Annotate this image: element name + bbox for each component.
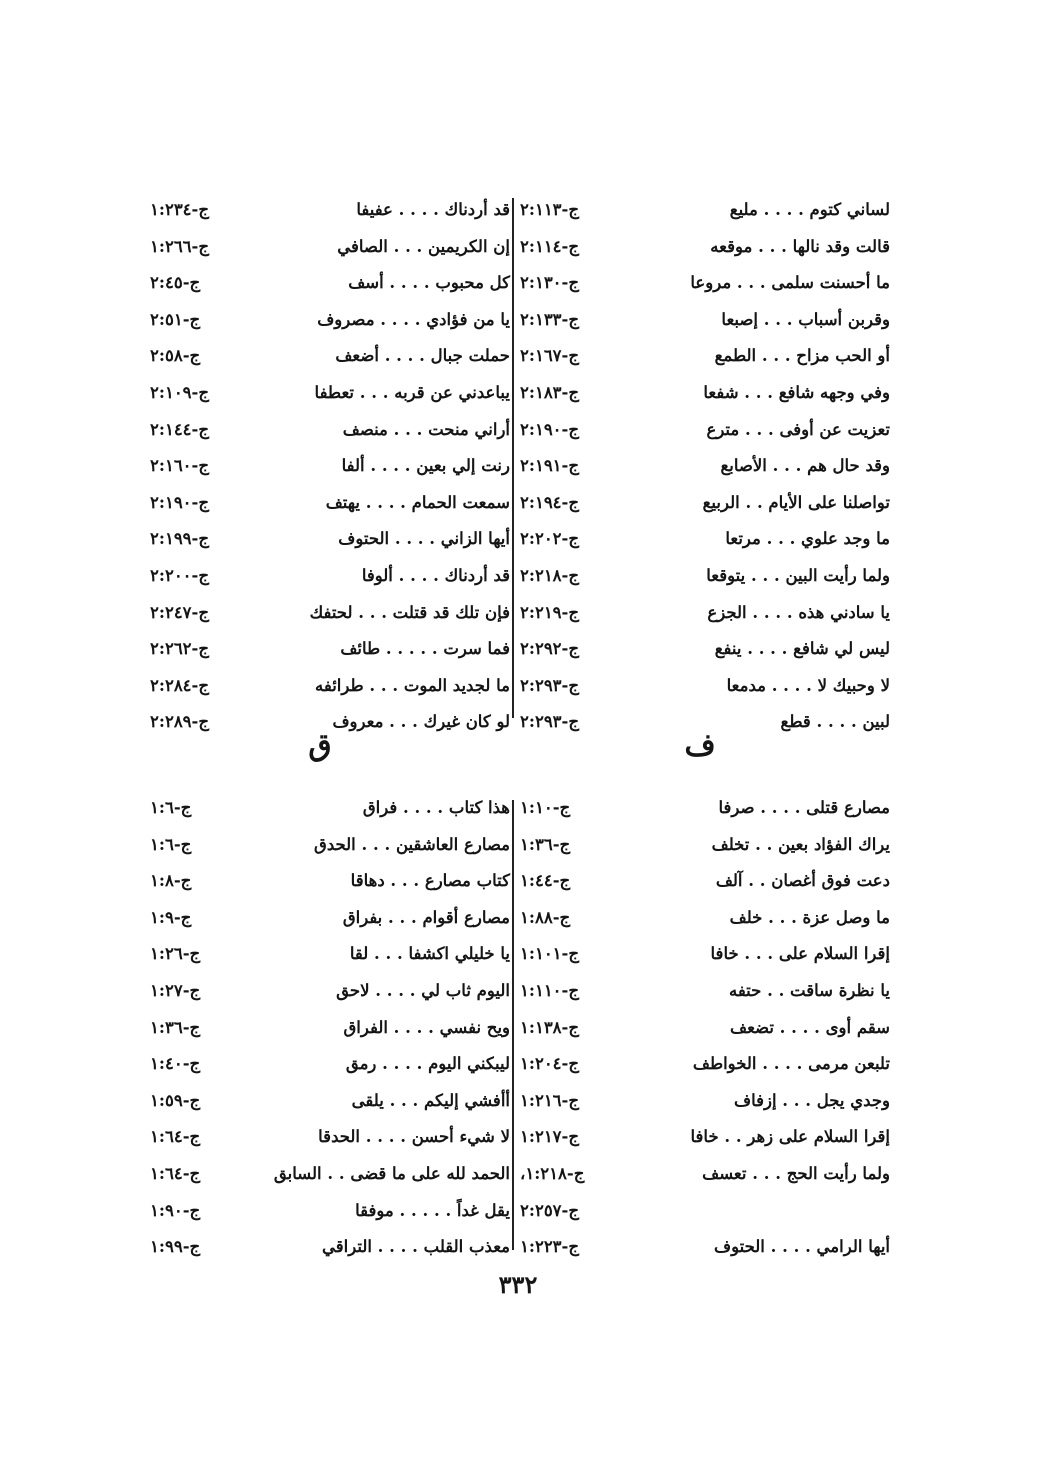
verse-text: أراني منحت . . . منصف [342,419,510,439]
volume-page-ref: ج-١:١٠ [520,798,571,817]
verse-text: مصارع قتلى . . . . صرفا [718,798,890,817]
section-letter-heading: ف [684,728,716,763]
index-entry [520,375,890,412]
verse-text: ولما رأيت البين . . . يتوقعا [706,565,890,585]
index-entry [150,1046,510,1083]
index-entry [520,936,890,973]
verse-text: دعت فوق أغصان . . آلف [715,871,890,891]
verse-text: وجدي يجل . . . إزفاف [733,1090,890,1110]
volume-page-ref: ج-٢:٢٩٣ [520,712,580,732]
verse-text: أأفشي إليكم . . . يلقى [351,1090,510,1110]
verse-text: سمعت الحمام . . . . يهتف [325,492,510,512]
index-entry [520,412,890,449]
index-entry [520,863,890,900]
volume-page-ref: ج-١:٦٤ [150,1127,201,1147]
index-entry [150,448,510,485]
verse-text: ما لجديد الموت . . . طرائفه [315,675,510,695]
volume-page-ref: ج-١:٣٦ [520,834,571,854]
index-entry [520,265,890,302]
volume-page-ref: ج-١:٨ [150,871,192,891]
verse-text: إقرا السلام على . . . خافا [710,944,890,964]
volume-page-ref: ج-٢:١٩٩ [150,529,210,549]
verse-text: ما وجد علوي . . . مرتعا [725,529,890,549]
volume-page-ref: ج-٢:٥١ [150,309,201,329]
verse-text: يا سادني هذه . . . . الجزع [707,602,890,622]
verse-text: ما أحسنت سلمى . . . مروعا [690,273,890,293]
verse-text: ويح نفسي . . . . الفراق [343,1017,510,1037]
verse-text: حملت جبال . . . . أضعف [335,346,510,366]
volume-page-ref: ج-٢:١٩٤ [520,492,580,512]
page-number: ٣٣٢ [498,1270,538,1299]
verse-text: يباعدني عن قربه . . . تعطفا [314,382,510,402]
verse-text: قد أردناك . . . . عفيفا [356,200,510,219]
volume-page-ref: ج-٢:٢٠٠ [150,565,210,585]
index-entry [150,790,510,827]
volume-page-ref: ج-١:٢٠٤ [520,1054,580,1074]
verse-text: لا شيء أحسن . . . . الحدقا [318,1127,510,1147]
volume-page-ref: ج-٢:٢٤٧ [150,602,210,622]
index-entry [150,631,510,668]
volume-page-ref: ج-٢:٢٠٢ [520,529,580,549]
verse-text: الحمد لله على ما قضى . . السابق [273,1163,510,1183]
verse-text: هذا كتاب . . . . فراق [362,798,510,817]
left-column-bottom-list [150,790,510,1266]
index-entry [520,668,890,705]
verse-text: لا وحبيك لا . . . . مدمعا [726,675,890,695]
volume-page-ref: ج-١:٥٩ [150,1090,201,1110]
index-entry [520,1119,890,1156]
index-entry [150,827,510,864]
verse-text: قد أردناك . . . . ألوفا [361,565,510,585]
verse-text: معذب القلب . . . . التراقي [322,1237,510,1257]
volume-page-ref: ج-١:٦ [150,798,192,817]
index-entry [150,1010,510,1047]
volume-page-ref: ج-٢:١٦٧ [520,346,580,366]
verse-text: يا خليلي اكشفا . . . لقا [349,944,510,964]
volume-page-ref: ج-٢:١١٣ [520,200,580,219]
volume-page-ref: ج-٢:١٩٠ [150,492,210,512]
left-column-top-list [150,192,510,741]
index-entry [520,1046,890,1083]
volume-page-ref: ج-٢:٢٨٤ [150,675,210,695]
volume-page-ref: ج-١:٦٤ [150,1163,201,1183]
volume-page-ref: ج-١:٢٣٤ [150,200,210,219]
verse-text: يا نظرة ساقت . . حتفه [728,980,890,1000]
verse-text: وقربن أسباب . . . إصبعا [721,309,890,329]
verse-text: قالت وقد نالها . . . موقعه [710,236,890,256]
index-entry [150,229,510,266]
verse-text: ليس لي شافع . . . . ينفع [714,639,890,659]
index-entry [520,900,890,937]
volume-page-ref: ج-٢:٢٨٩ [150,712,210,732]
right-column-top-list [520,192,890,741]
verse-text: وفي وجهه شافع . . . شفعا [703,382,890,402]
volume-page-ref: ج-٢:١٩١ [520,456,580,476]
verse-text: وقد حال هم . . . الأصابع [720,456,890,476]
index-entry [150,412,510,449]
volume-page-ref: ج-٢:١٦٠ [150,456,210,476]
verse-text: فما سرت . . . . . طائف [340,639,510,659]
index-entry [150,375,510,412]
verse-text: مصارع أقوام . . . بفراق [342,907,510,927]
verse-text: سقم أوى . . . . تضعف [729,1017,890,1037]
index-entry [150,485,510,522]
index-entry [150,1229,510,1266]
index-entry [520,521,890,558]
volume-page-ref: ج-٢:١٨٣ [520,382,580,402]
volume-page-ref: ج-١:٩٠ [150,1200,201,1220]
verse-text: ما وصل عزة . . . خلف [729,907,890,927]
volume-page-ref: ج-٢:١٣٠ [520,273,580,293]
volume-page-ref: ج-٢:٢٦٢ [150,639,210,659]
volume-page-ref: ج-١:٢٦٦ [150,236,210,256]
index-entry [520,827,890,864]
index-entry [150,1156,510,1193]
right-column-bottom-list [520,790,890,1266]
index-entry [520,558,890,595]
verse-text: ليبكني اليوم . . . . رمق [345,1054,510,1074]
index-entry [150,192,510,229]
volume-page-ref: ج-١:١٠١ [520,944,580,964]
index-entry [520,1156,890,1193]
volume-page-ref: ج-١:٢١٧ [520,1127,580,1147]
verse-text: لبين . . . . قطع [780,712,890,732]
volume-page-ref: ج-١:١١٠ [520,980,580,1000]
index-entry [520,338,890,375]
verse-text: أو الحب مزاح . . . الطمع [714,346,890,366]
verse-text: كتاب مصارع . . . دهاقا [350,871,510,891]
volume-page-ref: ج-١:٢١٨، [520,1163,585,1183]
index-entry [150,973,510,1010]
verse-text: تواصلنا على الأيام . . الربيع [702,492,890,512]
index-entry [150,265,510,302]
index-entry [150,900,510,937]
verse-text: كل محبوب . . . . أسف [348,273,510,293]
volume-page-ref: ج-١:٨٨ [520,907,571,927]
volume-page-ref: ج-١:٦ [150,834,192,854]
index-entry [150,338,510,375]
index-entry [520,790,890,827]
volume-page-ref: ج-١:٢٧ [150,980,201,1000]
volume-page-ref: ج-٢:١١٤ [520,236,580,256]
verse-text: يا من فؤادي . . . . مصروف [317,309,510,329]
volume-page-ref: ج-١:١٣٨ [520,1017,580,1037]
index-entry [150,558,510,595]
index-entry [150,302,510,339]
volume-page-ref: ج-٢:٢٩٢ [520,639,580,659]
index-entry [150,863,510,900]
verse-text: إن الكريمين . . . الصافي [337,236,510,256]
index-entry [150,521,510,558]
index-entry [520,302,890,339]
index-entry [150,1083,510,1120]
index-entry [150,668,510,705]
verse-text: فإن تلك قد قتلت . . . لحتفك [309,602,510,622]
volume-page-ref: ج-٢:١٩٠ [520,419,580,439]
volume-page-ref: ج-١:٤٤ [520,871,571,891]
volume-page-ref: ج-٢:٢١٩ [520,602,580,622]
index-entry [520,1083,890,1120]
volume-page-ref: ج-١:٣٦ [150,1017,201,1037]
index-entry [520,631,890,668]
verse-text: أيها الزاني . . . . الحتوف [338,529,510,549]
volume-page-ref: ج-٢:٥٨ [150,346,201,366]
column-divider [512,800,514,1250]
index-entry [520,192,890,229]
volume-page-ref: ج-٢:٢١٨ [520,565,580,585]
index-entry [150,1193,510,1230]
volume-page-ref: ج-٢:١٠٩ [150,382,210,402]
volume-page-ref: ج-١:٩٩ [150,1237,201,1257]
index-entry [150,1119,510,1156]
index-entry [520,1229,890,1266]
volume-page-ref: ج-١:٤٠ [150,1054,201,1074]
index-entry [150,595,510,632]
verse-text: ولما رأيت الحج . . . تعسف [702,1163,890,1183]
verse-text: تلبعن مرمى . . . . الخواطف [692,1054,890,1074]
index-entry [520,595,890,632]
index-entry [520,229,890,266]
verse-text: رنت إلي بعين . . . . ألفا [341,456,510,476]
verse-text: يراك الفؤاد بعين . . تخلف [711,834,890,854]
section-letter-heading: ق [308,728,332,763]
index-entry [520,485,890,522]
index-entry [520,1193,890,1230]
index-entry [520,448,890,485]
verse-text: لو كان غيرك . . . معروف [332,712,510,732]
index-entry [150,936,510,973]
verse-text: أيها الرامي . . . . الحتوف [713,1237,890,1257]
index-entry [520,973,890,1010]
volume-page-ref: ج-١:٢٢٣ [520,1237,580,1257]
volume-page-ref: ج-٢:٢٥٧ [520,1200,580,1220]
volume-page-ref: ج-١:٩ [150,907,192,927]
column-divider [512,198,514,718]
verse-text: مصارع العاشقين . . . الحدق [314,834,510,854]
verse-text: يقل غداً . . . . . موفقا [355,1200,510,1220]
volume-page-ref: ج-٢:٢٩٣ [520,675,580,695]
volume-page-ref: ج-١:٢١٦ [520,1090,580,1110]
volume-page-ref: ج-٢:١٤٤ [150,419,210,439]
volume-page-ref: ج-٢:٤٥ [150,273,201,293]
verse-text: اليوم ثاب لي . . . . لاحق [336,980,510,1000]
volume-page-ref: ج-٢:١٣٣ [520,309,580,329]
verse-text: إقرا السلام على زهر . . خافا [690,1127,890,1147]
verse-text: تعزيت عن أوفى . . . مترع [706,419,890,439]
index-entry [520,1010,890,1047]
volume-page-ref: ج-١:٢٦ [150,944,201,964]
verse-text: لساني كتوم . . . . مليع [729,200,890,219]
